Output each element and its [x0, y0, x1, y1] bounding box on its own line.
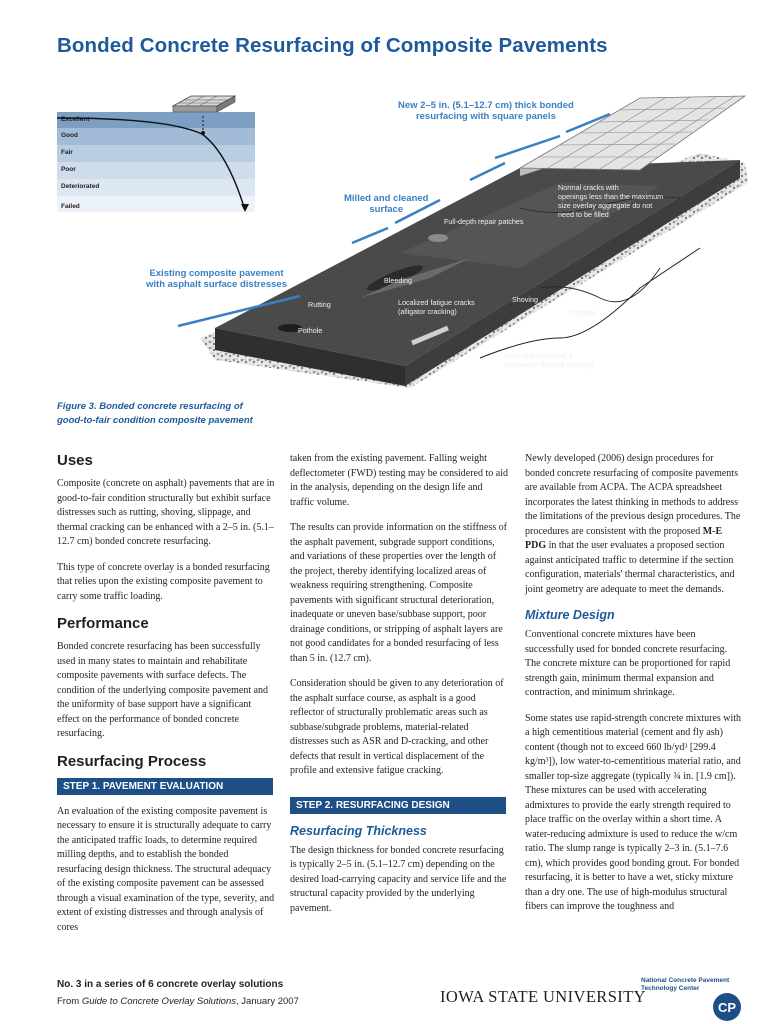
column-3 [525, 452, 743, 926]
step1-bar: STEP 1. PAVEMENT EVALUATION [57, 778, 273, 795]
heading-performance: Performance [57, 615, 149, 632]
scale-poor: Poor [61, 166, 76, 173]
heading-uses: Uses [57, 452, 93, 469]
scale-excellent: Excellent [61, 116, 90, 123]
col2-paragraph-1: taken from the existing pavement. Falling weight deflectometer (FWD) testing may be considered to aid in the analysis, depending on the design life and traffic volume. [290, 453, 508, 508]
scale-deteriorated: Deteriorated [61, 183, 100, 190]
deterioration-curve [57, 112, 255, 212]
callout-line: surface [369, 204, 404, 215]
step2-bar: STEP 2. RESURFACING DESIGN [290, 797, 506, 814]
label-line: Normal cracks with [558, 183, 619, 192]
svg-text:CP: CP [717, 1000, 737, 1015]
overlay-slab-icon [169, 94, 239, 116]
label-line: size overlay aggregate do not [558, 201, 653, 210]
label-line: Normal longitudinal & [505, 351, 574, 360]
callout-existing [146, 268, 287, 290]
label-line: need to be filled [558, 210, 609, 219]
center-line: National Concrete Pavement [641, 977, 730, 984]
col3-paragraph-1 [525, 452, 743, 597]
ncptc-name [641, 977, 729, 993]
label-line: (alligator cracking) [398, 307, 457, 316]
page-title: Bonded Concrete Resurfacing of Composite Pavements [57, 34, 608, 57]
scale-fair: Fair [61, 149, 73, 156]
caption-line: Figure 3. Bonded concrete resurfacing of [57, 401, 243, 412]
callout-milled [344, 193, 428, 215]
text-run: From [57, 996, 82, 1007]
step1-paragraph: An evaluation of the existing composite pavement is necessary to ensure it is structurally adequate to carry the anticipated traffic loads, to determine required milling depths, and to establish the bonded resurfacing design thickness. The structural adequacy of the existing composite pavement can be assessed through a visual examination of the type, severity, and extent of existing distresses and through analysis of cores [57, 805, 275, 933]
callout-line: New 2–5 in. (5.1–12.7 cm) thick bonded [398, 100, 574, 111]
center-line: Technology Center [641, 985, 700, 992]
heading-mixture-design: Mixture Design [525, 608, 615, 622]
callout-line: Milled and cleaned [344, 193, 429, 204]
text-run: Newly developed (2006) design procedures for bonded concrete resurfacing of composite pavements are available from ACPA. The ACPA spreadsheet incorporates the latest thinking in methods to address the limitations of the previous design procedures. The procedures are consistent with the proposed [525, 453, 741, 537]
condition-gauge [57, 112, 255, 212]
footer-source [57, 996, 299, 1007]
ncptc-logo-icon [712, 992, 742, 1022]
label-full-depth: Full-depth repair patches [444, 217, 524, 226]
figure-caption [57, 400, 287, 428]
repair-patch-mark [428, 234, 448, 242]
heading-resurfacing-process: Resurfacing Process [57, 752, 207, 770]
label-line: transverse thermal cracking [505, 360, 594, 369]
label-localized [398, 298, 475, 316]
label-slippage: Slippage [568, 308, 596, 317]
label-thermal [505, 351, 593, 369]
column-1 [57, 452, 275, 946]
label-rutting: Rutting [308, 300, 331, 309]
mepdg-term: M-E PDG [525, 525, 723, 551]
footer-series: No. 3 in a series of 6 concrete overlay solutions [57, 979, 284, 990]
caption-line: good-to-fair condition composite pavement [57, 415, 253, 426]
text-run: in that the user evaluates a proposed section against anticipated traffic to determine if the section configuration, materials' thermal characteristics, and joint geometry are adequate to meet the demands. [525, 540, 735, 595]
thickness-paragraph: The design thickness for bonded concrete resurfacing is typically 2–5 in. (5.1–12.7 cm) depending on the desired load-carrying capacity and service life and the structural capacity provided by the underlying pavement. [290, 844, 507, 914]
label-line: openings less than the maximum [558, 192, 664, 201]
heading-resurfacing-thickness: Resurfacing Thickness [290, 823, 427, 838]
col2-paragraph-2: The results can provide information on the stiffness of the asphalt pavement, subgrade support conditions, and variations of these properties over the length of the project, thereby identifying localized areas of weakness requiring strengthening. Composite pavements with significant structural deterioration, inadequate or uneven base/subbase support, poor drainage conditions, or stripping of asphalt layers are not good candidates for a bonded resurfacing of less than 5 in. (12.7 cm). [290, 522, 507, 664]
uses-paragraph-2: This type of concrete overlay is a bonded resurfacing that relies upon the existing composite pavement to carry some traffic loading. [57, 561, 270, 602]
column-2 [290, 452, 508, 927]
label-pothole: Pothole [298, 326, 323, 335]
callout-line: resurfacing with square panels [415, 111, 556, 122]
performance-paragraph: Bonded concrete resurfacing has been successfully used in many states to maintain and rehabilitate composite pavements with surface defects. The condition of the underlying composite pavement and the uniformity of base support have a significant effect on the performance of bonded concrete resurfacing. [57, 641, 269, 739]
scale-good: Good [61, 132, 78, 139]
mixture-paragraph-1: Conventional concrete mixtures have been successfully used for bonded concrete resurfacing. The concrete mixture can be proportioned for rapid strength gain, minimum thermal expansion and contraction, and minimum shrinkage. [525, 629, 731, 698]
text-run: , January 2007 [236, 996, 299, 1007]
label-bleeding: Bleeding [384, 276, 412, 285]
scale-failed: Failed [61, 203, 80, 210]
callout-new-overlay [398, 100, 574, 122]
uses-paragraph-1: Composite (concrete on asphalt) pavements that are in good-to-fair condition structurally but exhibit surface distresses such as rutting, shoving, slippage, and thermal cracking can be enhanced with a 2–5 in. (5.1–12.7 cm) bonded concrete resurfacing. [57, 478, 275, 547]
label-shoving: Shoving [512, 295, 538, 304]
label-line: Localized fatigue cracks [398, 298, 475, 307]
iowa-state-logo: IOWA STATE UNIVERSITY [440, 987, 646, 1006]
callout-line: with asphalt surface distresses [146, 279, 287, 290]
mixture-paragraph-2: Some states use rapid-strength concrete mixtures with a high cementitious material (cement and fly ash) content (though not to exceed 660 lb/yd³ [299.4 kg/m³]), low water-to-cementitious material ratio, and smaller top-size aggregate (typically ¾ in. [1.9 cm]). These mixtures can be used with accelerating admixtures to provide the early strength required to place traffic on the overlay within a short time. A water-reducing admixture is used to reduce the w/cm ratio. The slump range is typically 2–3 in. (5.1–7.6 cm), which provides good bonding grout. For bonded resurfacing, it is better to have a wet, sticky mixture than a dry one. The use of high-modulus structural fibers can improve the toughness and [525, 712, 742, 912]
callout-line: Existing composite pavement [149, 268, 284, 279]
guide-title: Guide to Concrete Overlay Solutions [81, 996, 237, 1007]
col2-paragraph-3: Consideration should be given to any deterioration of the asphalt surface course, as asphalt is a good reflector of structurally problematic areas such as subbase/subgrade problems, material-related distresses such as ASR and D-cracking, and other defects that result in vertical displacement of the profile and extensive fatigue cracking. [290, 678, 504, 776]
label-normal-cracks [558, 183, 663, 219]
